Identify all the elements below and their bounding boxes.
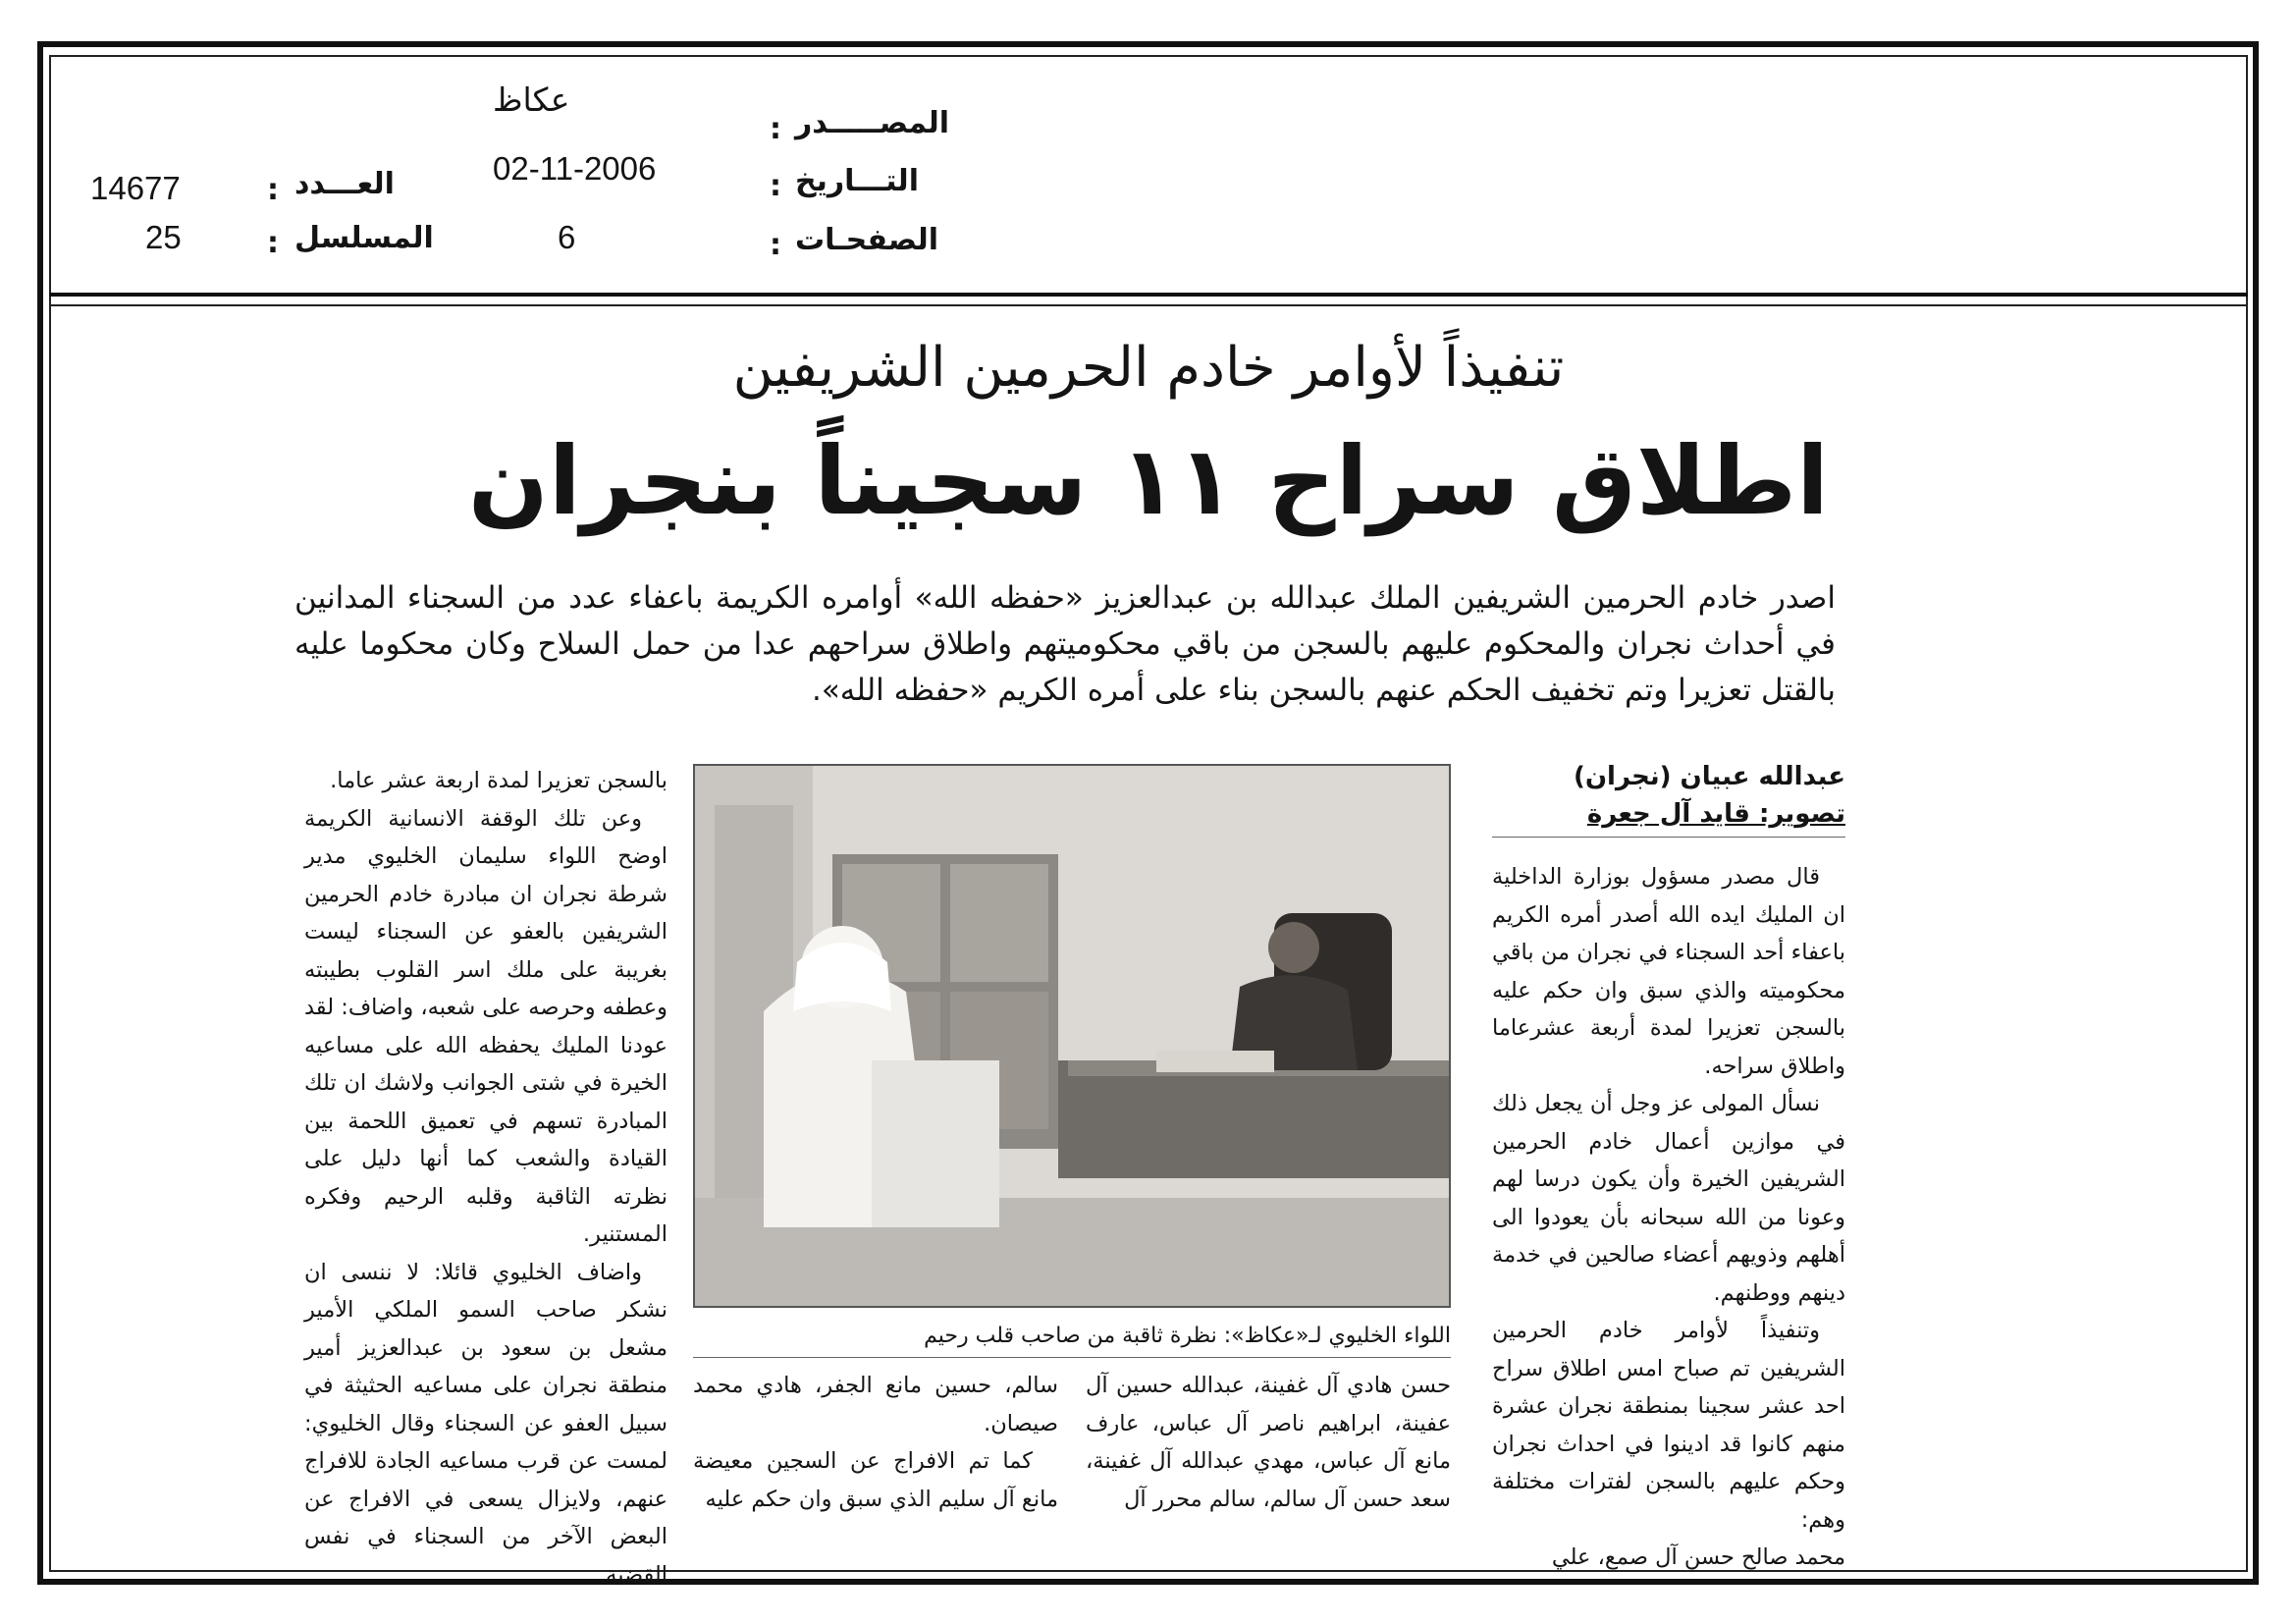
paragraph: قال مصدر مسؤول بوزارة الداخلية ان المليك ايده الله أصدر أمره الكريم باعفاء أحد السجناء في نجران من باقي محكوميته والذي سبق وان حكم عليه بالسجن تعزيرا لمدة أربعة عشرعاما واطلاق سراحه. [1492,864,1845,1079]
paragraph: بالسجن تعزيرا لمدة اربعة عشر عاما. [330,768,667,793]
article-column-right [1492,858,1845,1577]
caption-rule [693,1357,1451,1358]
paragraph: وعن تلك الوقفة الانسانية الكريمة اوضح اللواء سليمان الخليوي مدير شرطة نجران ان مبادرة خادم الحرمين الشريفين بالعفو عن السجناء ليست بغريبة على ملك اسر القلوب بطيبته وعطفه وحرصه على شعبه، واضاف: لقد عودنا المليك يحفظه الله على مساعيه الخيرة في شتى الجوانب ولاشك ان تلك المبادرة تسهم في تعميق اللحمة بين القيادة والشعب كما أنها دليل على نظرته الثاقبة وقلبه الرحيم وفكره المستنير. [304,805,667,1247]
date-colon: : [770,169,781,203]
photo-caption: اللواء الخليوي لـ«عكاظ»: نظرة ثاقبة من صاحب قلب رحيم [924,1324,1451,1348]
byline-author: عبدالله عبيان (نجران) [1573,762,1845,791]
article-photo [693,764,1451,1308]
article-column-left [304,762,667,1594]
date-label: التـــاريخ [795,164,919,198]
paragraph: نسأل المولى عز وجل أن يجعل ذلك في موازين أعمال خادم الحرمين الشريفين الخيرة وأن يكون درسا لهم وعونا من الله سبحانه بأن يعودوا الى أهلهم وذويهم أعضاء صالحين في خدمة دينهم ووطنهم. [1492,1091,1845,1306]
header-separator [49,293,2248,306]
paragraph: كما تم الافراج عن السجين معيضة مانع آل سليم الذي سبق وان حكم عليه [693,1448,1058,1512]
serial-label: المسلسل [294,221,434,255]
source-label: المصـــــدر [795,106,950,140]
article-kicker: تنفيذاً لأوامر خادم الحرمين الشريفين [732,336,1565,400]
paragraph: وتنفيذاً لأوامر خادم الحرمين الشريفين تم صباح امس اطلاق سراح احد عشر سجينا بمنطقة نجران عشرة منهم كانوا قد ادينوا في احداث نجران وحكم عليهم بالسجن لفترات مختلفة وهم: [1492,1318,1845,1533]
paragraph: واضاف الخليوي قائلا: لا ننسى ان نشكر صاحب السمو الملكي الأمير مشعل بن سعود بن عبدالعزيز أمير منطقة نجران على مساعيه الحثيثة في سبيل العفو عن السجناء وقال الخليوي: لمست عن قرب مساعيه الجادة للافراج عنهم، ولايزال يسعى في الافراج عن البعض الآخر من السجناء في نفس القضية. [304,1259,667,1588]
article-lead: اصدر خادم الحرمين الشريفين الملك عبدالله بن عبدالعزيز «حفظه الله» أوامره الكريمة باعفاء عدد من السجناء المدانين في أحداث نجران والمحكوم عليهم بالسجن من باقي محكوميتهم واطلاق سراحهم عدا من حمل السلاح وكان محكوما عليه بالقتل تعزيرا وتم تخفيف الحكم عنهم بالسجن بناء على أمره الكريم «حفظه الله». [294,580,1836,708]
source-value: عكاظ [493,81,570,118]
pages-label: الصفحـات [795,223,938,257]
article-column-middle-left [693,1367,1058,1518]
serial-value: 25 [145,219,182,255]
office-photo-illustration [695,766,1449,1306]
issue-label: العـــدد [294,167,395,201]
issue-colon: : [267,173,279,207]
pages-value: 6 [558,219,576,255]
pages-colon: : [770,228,781,262]
article-column-middle-right [1086,1367,1451,1518]
issue-value: 14677 [90,170,181,206]
byline-photo-credit: تصوير: قايد آل جعرة [1586,799,1845,829]
date-value: 02-11-2006 [493,150,657,187]
byline-rule [1492,837,1845,838]
article-headline: اطلاق سراح ١١ سجيناً بنجران [467,426,1830,536]
paragraph: محمد صالح حسن آل صمع، علي [1551,1544,1845,1570]
source-colon: : [770,112,781,146]
paragraph: حسن هادي آل غفينة، عبدالله حسين آل عفينة، ابراهيم ناصر آل عباس، عارف مانع آل عباس، مهدي عبدالله آل غفينة، سعد حسن آل سالم، سالم محرر آل [1086,1373,1451,1512]
byline [1492,758,1845,833]
paragraph: سالم، حسين مانع الجفر، هادي محمد صيصان. [693,1373,1058,1436]
serial-colon: : [267,226,279,260]
